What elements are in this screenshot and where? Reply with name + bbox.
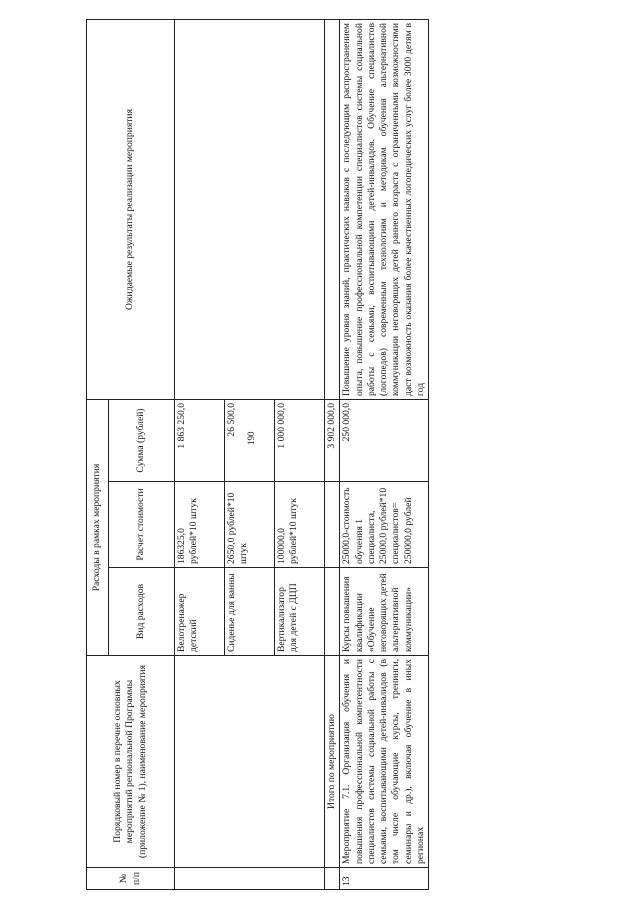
empty-cell [325,482,340,568]
empty-cell [175,868,325,890]
expense-calc: 100000,0 рублей*10 штук [275,482,325,568]
header-expenses-group: Расходы в рамках мероприятия [87,400,109,656]
empty-cell [325,568,340,656]
expense-calc: 2650,0 рублей*10 штук [225,482,275,568]
expense-kind: Вертикализатор для детей с ДЦП [275,568,325,656]
expense-kind: Велотренажер детский [175,568,225,656]
measures-table [86,19,429,890]
expense-sum: 1 000 000,0 [275,400,325,482]
expense-sum: 1 863 250,0 [175,400,225,482]
expense-sum: 250 000,0 [340,400,429,482]
expense-sum: 26 500,0 [225,400,275,482]
empty-cell [175,656,325,868]
rotated-table-container [86,20,501,890]
expense-kind: Курсы повышения квалификации «Обучение неговорящих детей альтернативной коммуникации» [340,568,429,656]
table-row-13 [340,20,429,890]
empty-cell [325,868,340,890]
empty-cell [325,20,340,400]
total-row [325,20,340,890]
header-kind: Вид расходов [109,568,175,656]
measure-name: Мероприятие 7.1. Организация обучения и повышения профессиональной компетентности специалистов системы социальной работы с семьями, воспитывающими детей-инвалидов (в том числе обучающие курсы, тренинги, семинары и др.), включая обучение в иных регионах [340,656,429,868]
header-calc: Расчет стоимости [109,482,175,568]
expense-calc: 25000,0-стоимость обучения 1 специалиста, 25000,0 рублей*10 специалистов= 250000,0 рублей [340,482,429,568]
total-label: Итого по мероприятию [325,656,340,868]
expected-results: Повышение уровня знаний, практических навыков с последующим распространением опыта, повышение профессиональной компетенции специалистов системы социальной работы с семьями, воспитывающими детей-инвалидов. Обучение специалистов (логопедов) современным технологиям и методикам обучения альтернативной коммуникации неговорящих детей раннего возраста с ограниченными возможностями даст возможность оказания более качественных логопедических услуг более 3000 детям в год [340,20,429,400]
header-name: Порядковый номер в перечне основных мероприятий региональной Программы (приложение № 1), наименование мероприятия [87,656,175,868]
expense-calc: 186325,0 рублей*10 штук [175,482,225,568]
header-num: № п/п [87,868,175,890]
header-results: Ожидаемые результаты реализации мероприятия [87,20,175,400]
page-number: 190 [246,431,256,445]
row-number: 13 [340,868,429,890]
expense-kind: Сиденье для ванны [225,568,275,656]
table-row [175,20,225,890]
empty-cell [175,20,325,400]
total-sum: 3 902 000,0 [325,400,340,482]
header-sum: Сумма (рублей) [109,400,175,482]
